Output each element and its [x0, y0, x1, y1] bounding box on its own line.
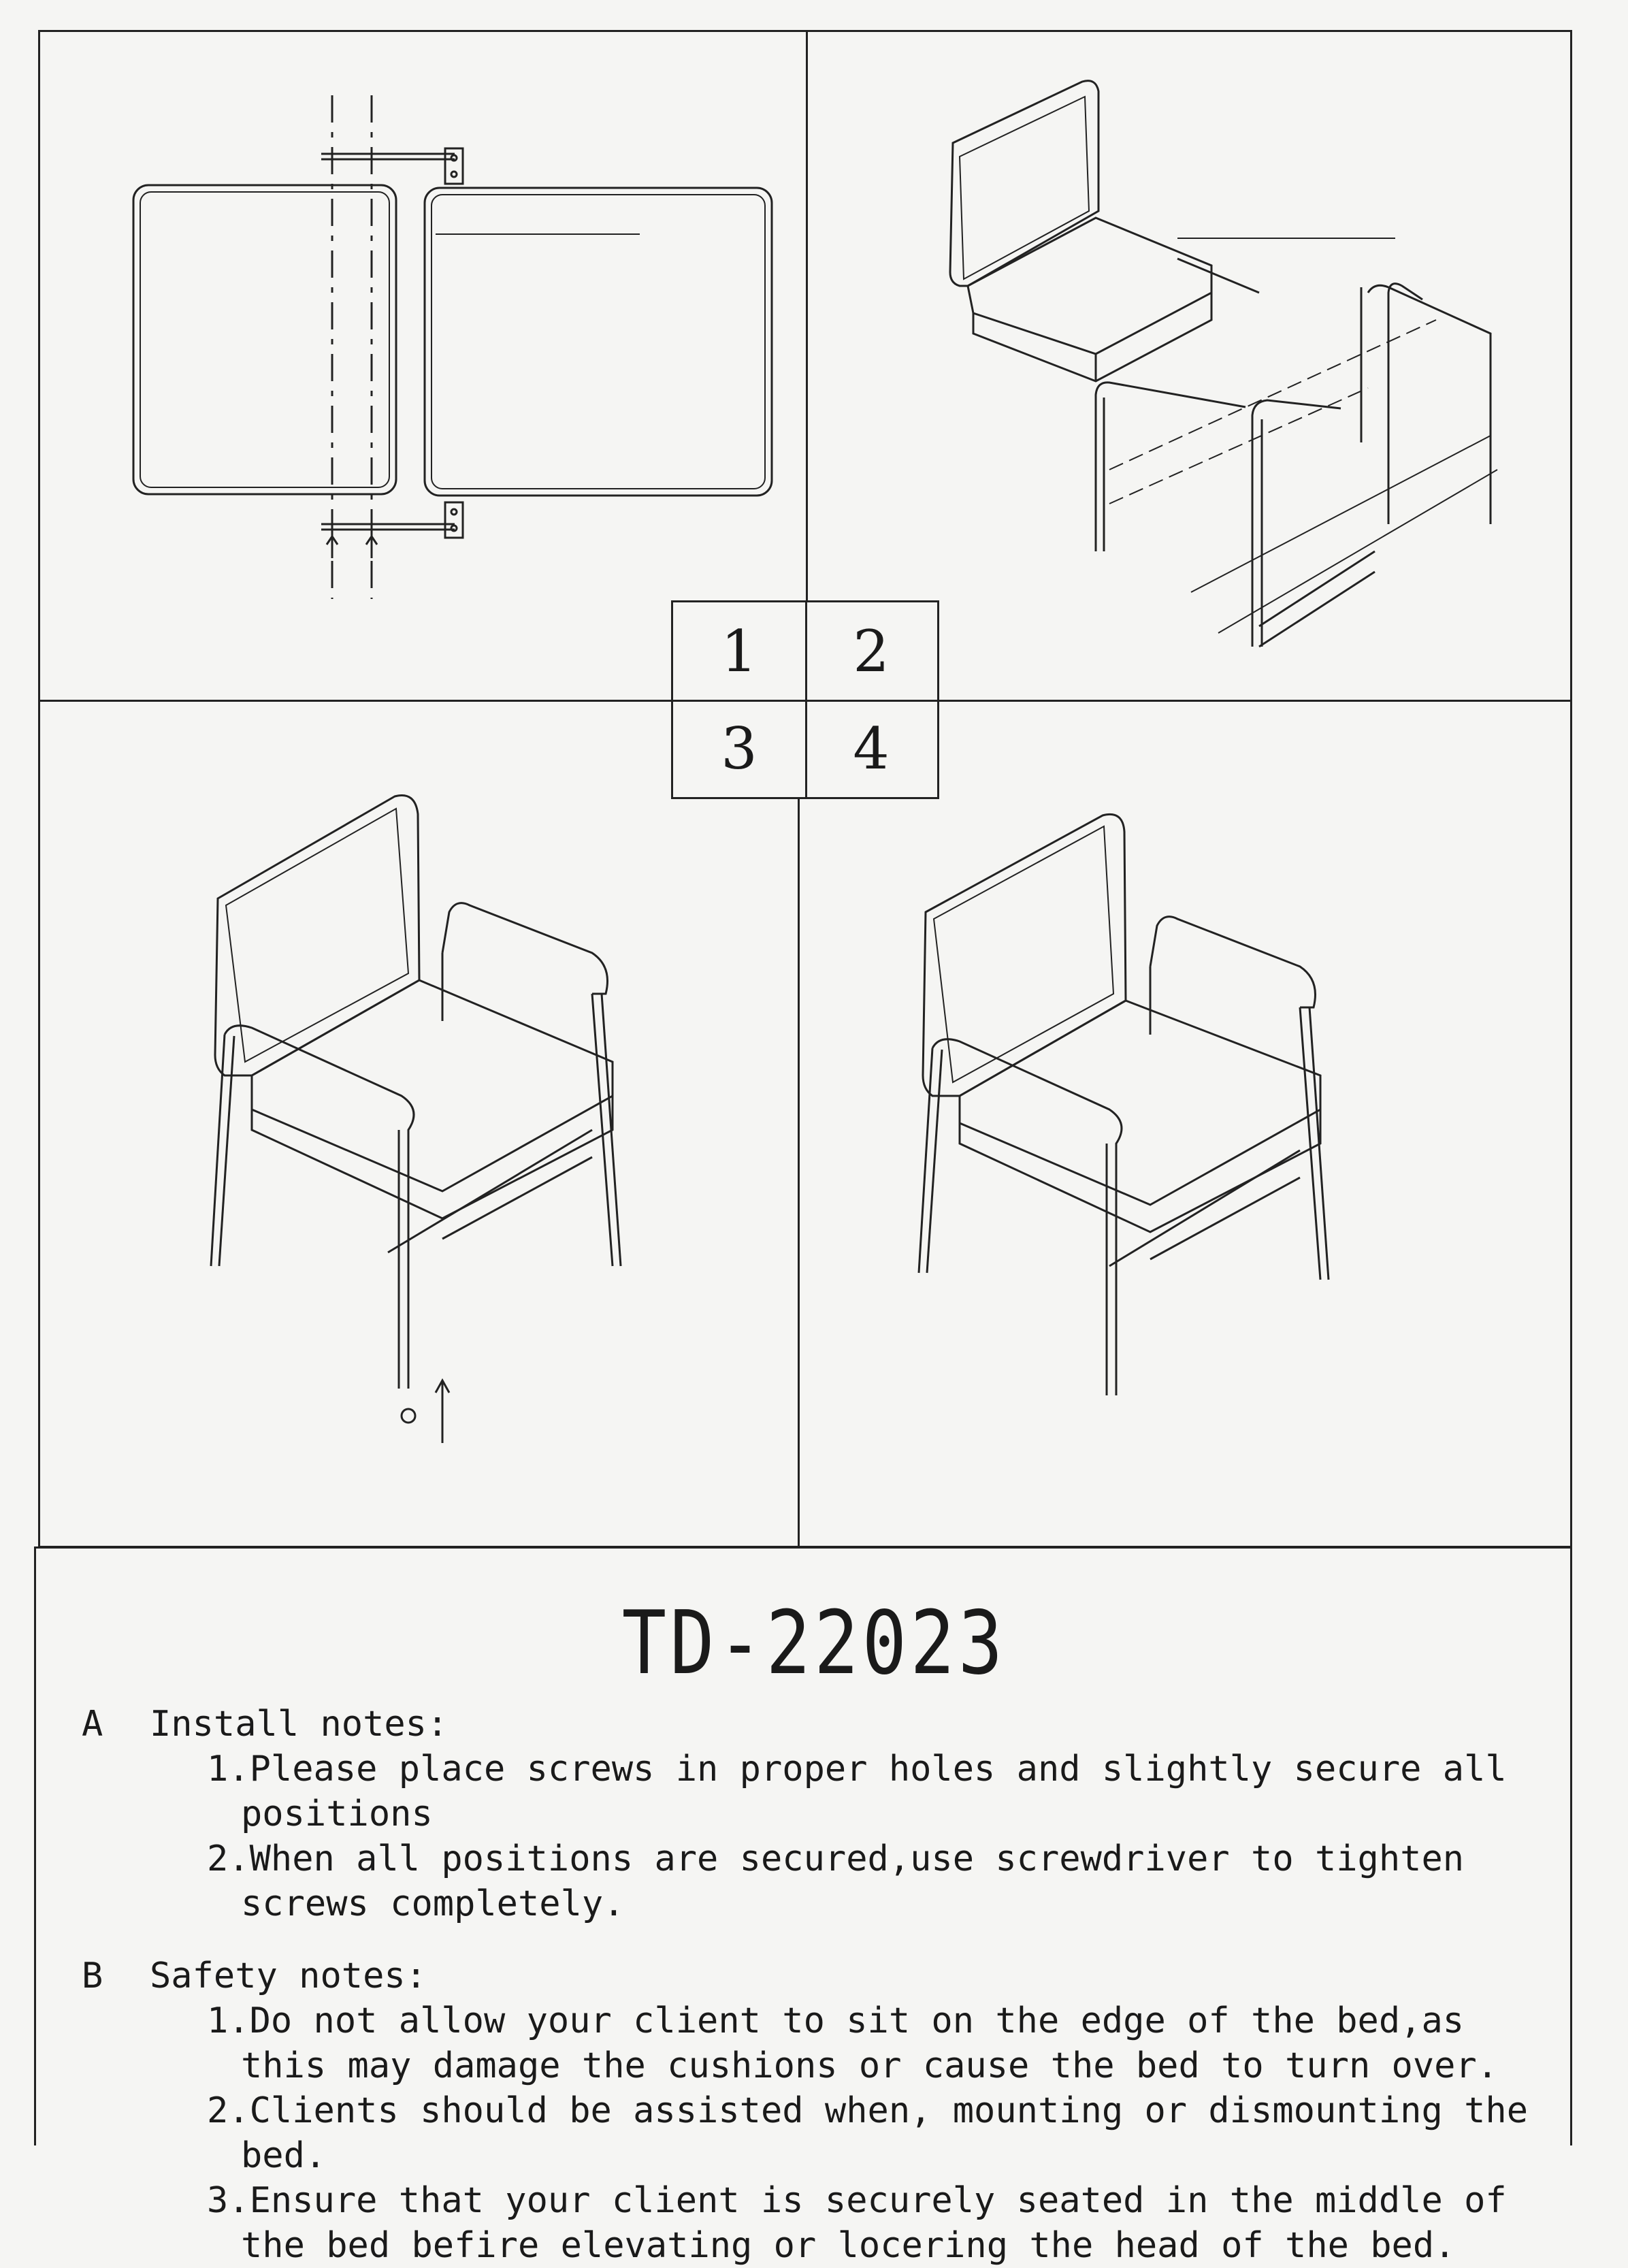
step-1-drawing [0, 0, 803, 694]
safety-note-item: 3.Ensure that your client is securely seated in the middle of the bed befire elevating or locering the head of the bed. [207, 2180, 1507, 2266]
model-number: TD-22023 [621, 1593, 1007, 1694]
step-3-drawing [184, 776, 674, 1457]
step-number-2: 2 [853, 617, 890, 685]
install-notes-title: Install notes: [150, 1704, 449, 1745]
step-number-1: 1 [721, 617, 758, 685]
notes-section [82, 1702, 1565, 2268]
vertical-divider-bottom [798, 701, 800, 1548]
install-note-item: 1.Please place screws in proper holes and slightly secure all positions [207, 1749, 1507, 1834]
safety-note-item: 1.Do not allow your client to sit on the edge of the bed,as this may damage the cushions or cause the bed to turn over. [207, 2000, 1499, 2086]
step-2-drawing [810, 34, 1565, 687]
install-notes-heading [82, 1702, 1565, 1747]
safety-notes-letter: B [82, 1956, 103, 1996]
step-number-4: 4 [853, 715, 890, 782]
install-note-item: 2.When all positions are secured,use screwdriver to tighten screws completely. [207, 1838, 1465, 1924]
back-panel [133, 185, 396, 494]
safety-notes-heading [82, 1954, 1565, 1998]
install-notes-letter: A [82, 1704, 103, 1745]
safety-notes-title: Safety notes: [150, 1956, 427, 1996]
step-4-drawing [905, 796, 1395, 1423]
step-key-grid [671, 600, 939, 799]
step-number-3: 3 [721, 715, 758, 782]
safety-note-item: 2.Clients should be assisted when, mounting or dismounting the bed. [207, 2090, 1529, 2176]
